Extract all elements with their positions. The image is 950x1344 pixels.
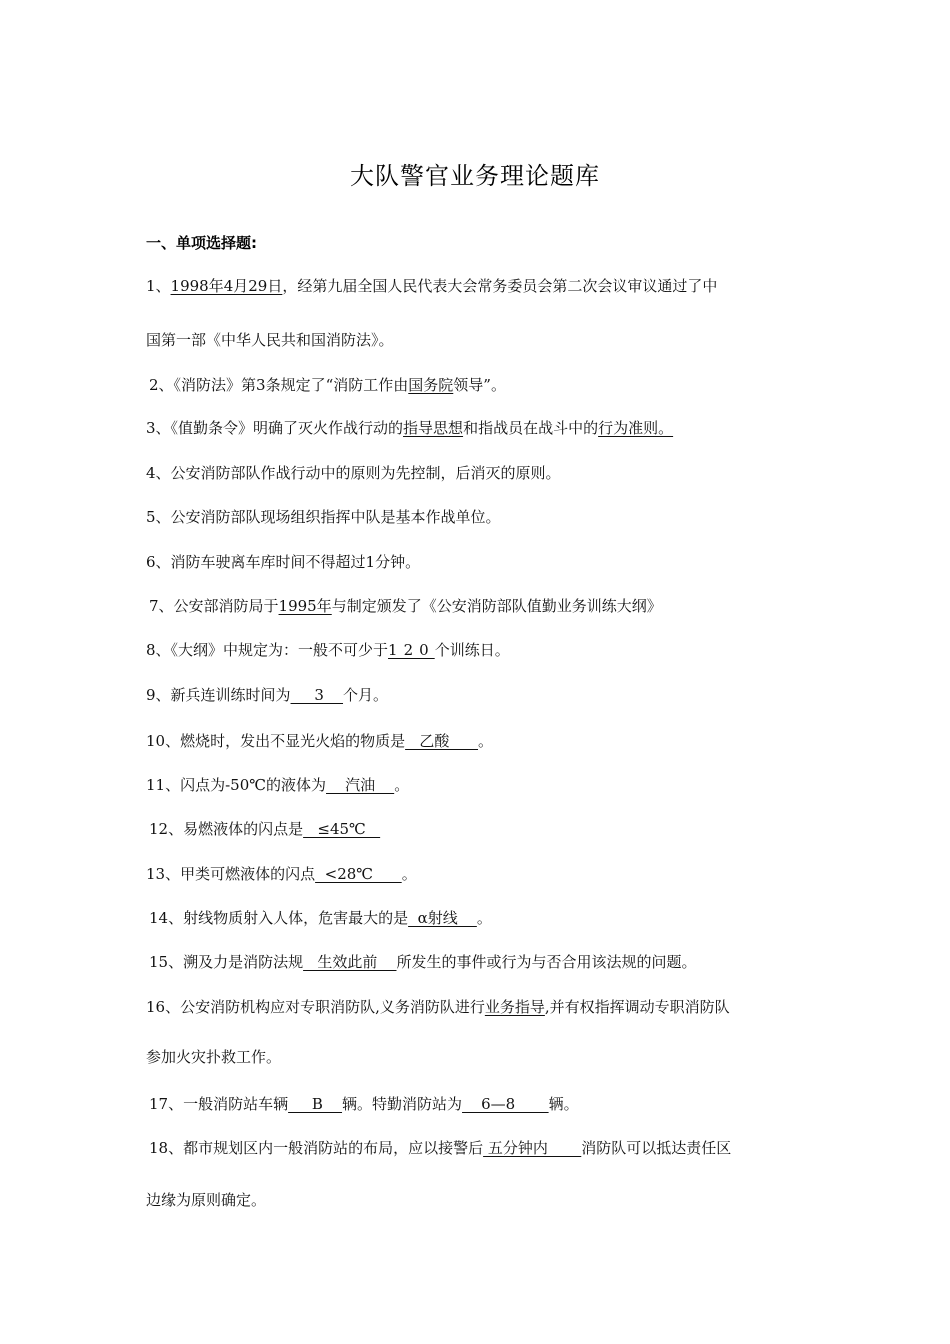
question-5: 5、公安消防部队现场组织指挥中队是基本作战单位。 [146,508,501,526]
question-12: 12、易燃液体的闪点是 ≤45℃ [149,820,381,838]
question-16: 16、公安消防机构应对专职消防队,义务消防队进行业务指导,并有权指挥调动专职消防队 [146,998,730,1016]
question-16-continued: 参加火灾扑救工作。 [146,1048,282,1066]
question-10: 10、燃烧时，发出不显光火焰的物质是 乙酸 。 [146,732,494,750]
answer: 乙酸 [405,732,479,750]
page-title: 大队警官业务理论题库 [350,162,600,190]
answer: 五分钟内 [483,1139,582,1157]
question-18-continued: 边缘为原则确定。 [146,1191,267,1209]
question-8: 8、《大纲》中规定为：一般不可少于120个训练日。 [146,641,510,659]
answer: 业务指导 [484,998,545,1016]
answer: 汽油 [326,776,395,794]
question-1-continued: 国第一部《中华人民共和国消防法》。 [146,331,394,349]
answer: 1995年 [278,597,332,615]
answer: 生效此前 [303,953,397,971]
question-11: 11、闪点为-50℃的液体为 汽油 。 [146,776,410,794]
question-2: 2、《消防法》第3条规定了“消防工作由国务院领导”。 [149,376,506,394]
question-3: 3、《值勤条令》明确了灭火作战行动的指导思想和指战员在战斗中的行为准则。 [146,419,674,437]
question-14: 14、射线物质射入人体，危害最大的是 α射线 。 [149,909,492,927]
answer: α射线 [408,909,477,927]
question-9: 9、新兵连训练时间为 3 个月。 [146,686,389,704]
answer: 指导思想 [403,419,464,437]
question-7: 7、公安部消防局于1995年与制定颁发了《公安消防部队值勤业务训练大纲》 [149,597,662,615]
answer: 1998年4月29日 [170,277,283,295]
answer: 120 [388,641,435,659]
answer: 行为准则。 [598,419,674,437]
section-heading: 一、单项选择题: [146,234,257,252]
question-1: 1、1998年4月29日，经第九届全国人民代表大会常务委员会第二次会议审议通过了中 [146,277,718,295]
answer: <28℃ [315,865,402,883]
answer: B [288,1095,343,1113]
question-13: 13、甲类可燃液体的闪点 <28℃ 。 [146,865,417,883]
question-15: 15、溯及力是消防法规 生效此前 所发生的事件或行为与否合用该法规的问题。 [149,953,697,971]
answer: 国务院 [408,376,454,394]
answer: 3 [290,686,344,704]
question-17: 17、一般消防站车辆 B 辆。特勤消防站为 6—8 辆。 [149,1095,579,1113]
answer: ≤45℃ [303,820,381,838]
question-6: 6、消防车驶离车库时间不得超过1分钟。 [146,553,421,571]
answer: 6—8 [462,1095,549,1113]
question-18: 18、都市规划区内一般消防站的布局，应以接警后 五分钟内 消防队可以抵达责任区 [149,1139,732,1157]
question-4: 4、公安消防部队作战行动中的原则为先控制，后消灭的原则。 [146,464,561,482]
